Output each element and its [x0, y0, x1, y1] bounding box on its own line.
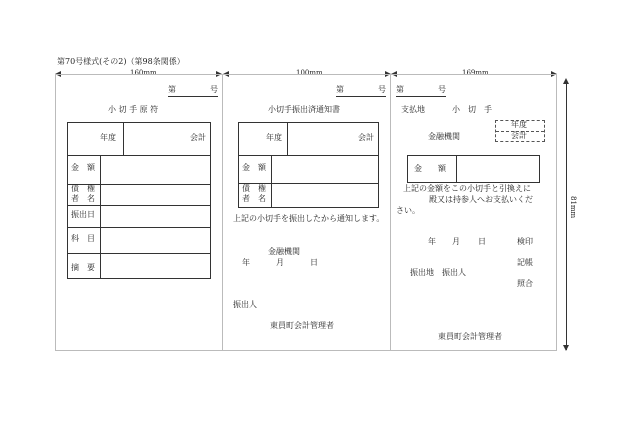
check-message-3: さい。	[396, 206, 420, 215]
stub-title: 小 切 手 原 符	[108, 105, 159, 114]
check-seal-verify: 照合	[517, 279, 533, 288]
dim-mid-label: 100mm	[296, 69, 323, 77]
check-message-1: 上記の金額をこの小切手と引換えに	[403, 184, 531, 193]
check-place-drawer: 振出地 振出人	[410, 268, 466, 277]
check-seal-inspect: 検印	[517, 237, 533, 246]
notice-row-creditor-1: 債 権	[242, 184, 266, 193]
check-official: 東員町会計管理者	[438, 332, 502, 341]
stub-row-creditor-1: 債 権	[71, 184, 95, 193]
stub-row-issue-date: 振出日	[71, 210, 95, 219]
check-payplace: 支払地	[401, 105, 425, 114]
arrow-up-icon	[563, 78, 569, 84]
check-nendo: 年度	[511, 120, 527, 129]
notice-official: 東員町会計管理者	[270, 321, 334, 330]
check-title: 小 切 手	[452, 105, 492, 114]
form-id: 第70号様式(その2)（第98条関係）	[57, 57, 185, 66]
notice-nendo: 年度	[266, 133, 282, 142]
check-bank: 金融機関	[428, 132, 460, 141]
dim-right-label: 169mm	[462, 69, 489, 77]
stub-nendo: 年度	[100, 133, 116, 142]
check-amount-label: 金 額	[414, 164, 446, 173]
notice-title: 小切手振出済通知書	[268, 105, 340, 114]
check-number: 第 号	[396, 86, 446, 97]
notice-date-year: 年	[242, 258, 250, 267]
perforation-right	[390, 74, 391, 351]
stub-kaikei: 会計	[190, 133, 206, 142]
arrow-down-icon	[563, 345, 569, 351]
stub-row-account: 科 目	[71, 234, 95, 243]
notice-row-amount: 金 額	[242, 163, 266, 172]
notice-date-month: 月	[276, 258, 284, 267]
notice-date-day: 日	[310, 258, 318, 267]
notice-drawer: 振出人	[233, 300, 257, 309]
notice-row-creditor-2: 者 名	[242, 194, 266, 203]
check-date-day: 日	[478, 237, 486, 246]
dim-height-label: 81mm	[569, 196, 577, 219]
check-message-2: 殿又は持参人へお支払いくだ	[429, 195, 533, 204]
check-kaikei: 会計	[511, 131, 527, 140]
notice-message: 上記の小切手を振出したから通知します。	[233, 214, 385, 223]
stub-row-amount: 金 額	[71, 163, 95, 172]
notice-number: 第 号	[336, 86, 386, 97]
dim-left-label: 160mm	[130, 69, 157, 77]
check-date-year: 年	[428, 237, 436, 246]
notice-bank: 金融機関	[268, 247, 300, 256]
stub-row-creditor-2: 者 名	[71, 194, 95, 203]
notice-kaikei: 会計	[358, 133, 374, 142]
check-seal-record: 記帳	[517, 258, 533, 267]
stub-number: 第 号	[168, 86, 218, 97]
stub-row-note: 摘 要	[71, 263, 95, 272]
check-date-month: 月	[452, 237, 460, 246]
perforation-left	[222, 74, 223, 351]
